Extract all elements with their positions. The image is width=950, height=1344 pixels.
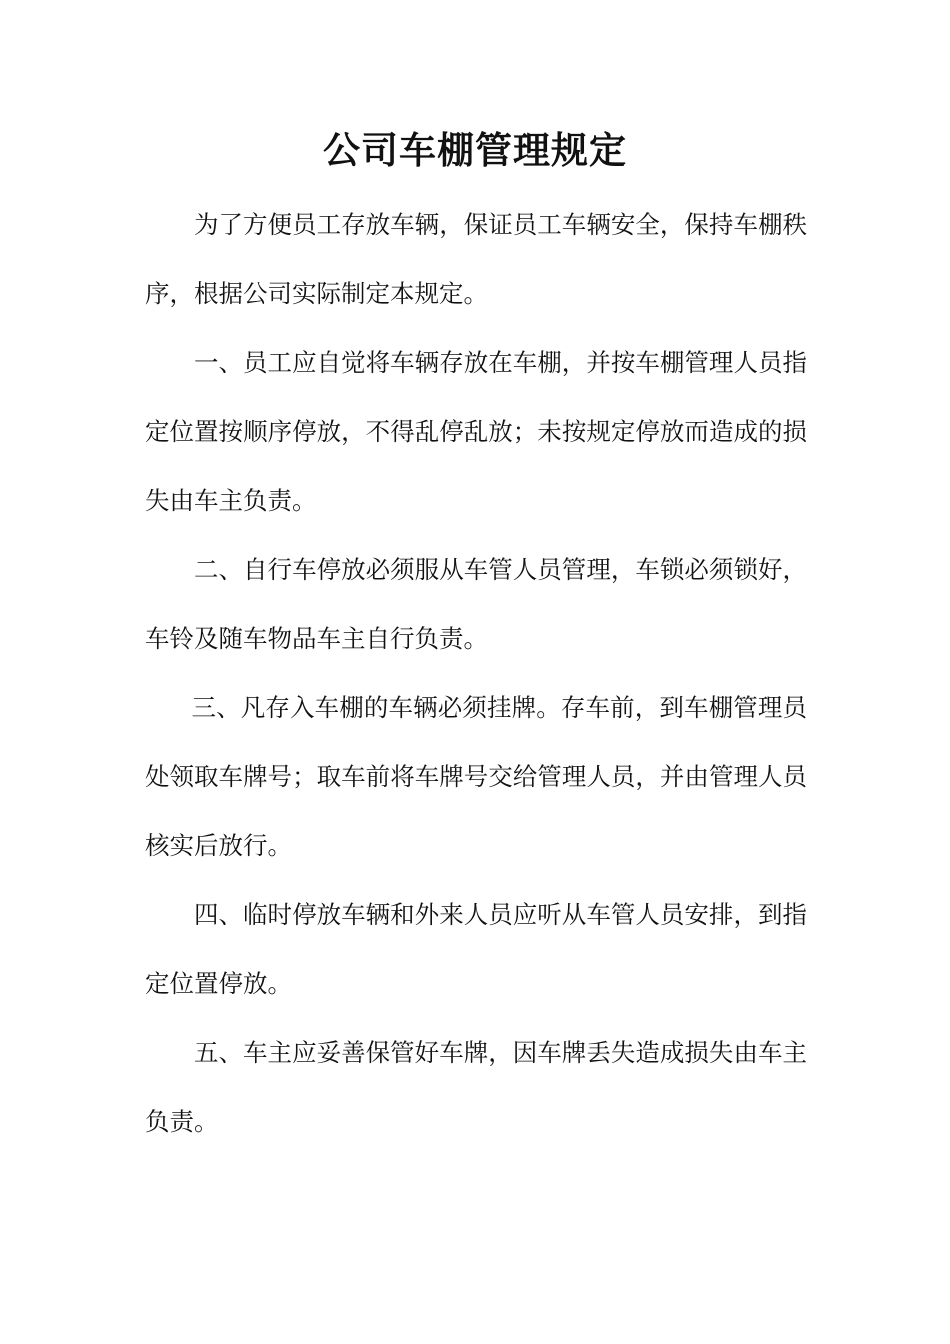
document-body (145, 190, 807, 1156)
intro-paragraph: 为了方便员工存放车辆，保证员工车辆安全，保持车棚秩序，根据公司实际制定本规定。 (145, 210, 807, 308)
rule-paragraph-1: 一、员工应自觉将车辆存放在车棚，并按车棚管理人员指定位置按顺序停放，不得乱停乱放；未按规定停放而造成的损失由车主负责。 (145, 348, 807, 515)
document-title: 公司车棚管理规定 (323, 128, 627, 172)
rule-paragraph-4: 四、临时停放车辆和外来人员应听从车管人员安排，到指定位置停放。 (145, 900, 807, 998)
rule-paragraph-2: 二、自行车停放必须服从车管人员管理，车锁必须锁好，车铃及随车物品车主自行负责。 (145, 555, 807, 653)
rule-paragraph-5: 五、车主应妥善保管好车牌，因车牌丢失造成损失由车主负责。 (145, 1038, 807, 1136)
rule-paragraph-3: 三、凡存入车棚的车辆必须挂牌。存车前，到车棚管理员处领取车牌号；取车前将车牌号交给管理人员，并由管理人员核实后放行。 (145, 693, 807, 860)
